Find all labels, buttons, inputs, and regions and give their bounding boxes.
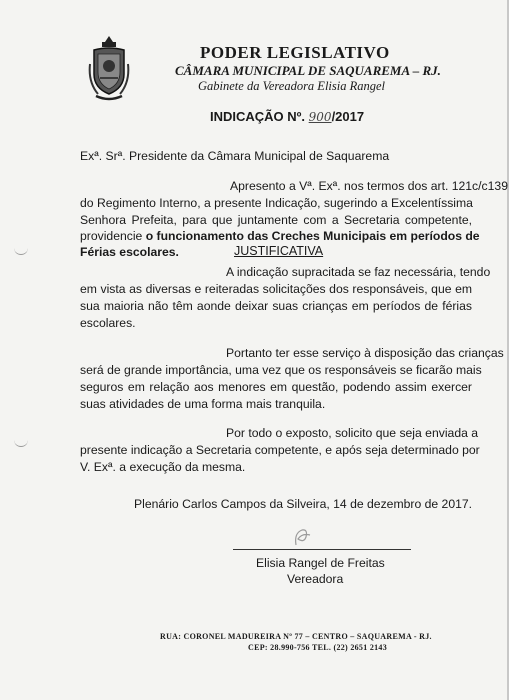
header-office: Gabinete da Vereadora Elisia Rangel <box>198 79 386 93</box>
indicacao-prefix: INDICAÇÃO Nº. <box>210 109 306 124</box>
indicacao-year: /2017 <box>331 109 365 124</box>
addressee: Exª. Srª. Presidente da Câmara Municipal de Saquarema <box>80 149 390 163</box>
body-line: Férias escolares. <box>80 245 179 259</box>
justification-line: A indicação supracitada se faz necessária, tendo <box>226 265 491 279</box>
justification-line: será de grande importância, uma vez que os responsáveis se ficarão mais <box>80 363 482 377</box>
justification-line: Por todo o exposto, solicito que seja enviada a <box>226 426 479 440</box>
body-line: do Regimento Interno, a presente Indicação, sugerindo a Excelentíssima <box>80 196 473 210</box>
signature-line <box>233 549 411 550</box>
header-title: PODER LEGISLATIVO <box>200 43 390 62</box>
footer-address: RUA: CORONEL MADUREIRA Nº 77 – CENTRO – SAQUAREMA - RJ. <box>160 632 432 641</box>
body-line: Senhora Prefeita, para que juntamente com a Secretaria competente, <box>80 213 472 227</box>
justification-line: Portanto ter esse serviço à disposição das crianças <box>226 346 504 360</box>
punch-hole-mark <box>14 246 28 255</box>
justification-line: sua maioria não têm aonde deixar suas crianças em períodos de férias <box>80 299 472 313</box>
indicacao-number <box>210 109 364 124</box>
justification-line: V. Exª. a execução da mesma. <box>80 460 246 474</box>
justification-line: suas atividades de uma forma mais tranquila. <box>80 397 326 411</box>
footer-contact: CEP: 28.990-756 TEL. (22) 2651 2143 <box>248 643 388 652</box>
punch-hole-mark <box>14 438 28 447</box>
signatory-name: Elisia Rangel de Freitas <box>256 556 385 570</box>
indicacao-handwritten-number: 900 <box>308 110 332 124</box>
signature-mark <box>290 527 316 549</box>
signatory-role: Vereadora <box>287 572 344 586</box>
body-line: Apresento a Vª. Exª. nos termos dos art. 121c/c139 <box>230 179 508 193</box>
body-emphasis: o funcionamento das Creches Municipais em períodos de <box>145 229 480 243</box>
justification-line: escolares. <box>80 316 136 330</box>
justification-title: JUSTIFICATIVA <box>234 244 324 258</box>
justification-line: em vista as diversas e reiteradas solicitações dos responsáveis, que em <box>80 282 472 296</box>
place-date: Plenário Carlos Campos da Silveira, 14 de dezembro de 2017. <box>134 497 473 511</box>
body-line <box>80 228 480 244</box>
body-text: providencie <box>80 229 146 243</box>
justification-line: seguros em relação aos menores em questão, podendo assim exercer <box>80 380 472 394</box>
justification-line: presente indicação a Secretaria competente, e após seja determinado por <box>80 443 480 457</box>
coat-of-arms-icon <box>88 34 130 104</box>
header-subtitle: CÂMARA MUNICIPAL DE SAQUAREMA – RJ. <box>175 63 441 78</box>
